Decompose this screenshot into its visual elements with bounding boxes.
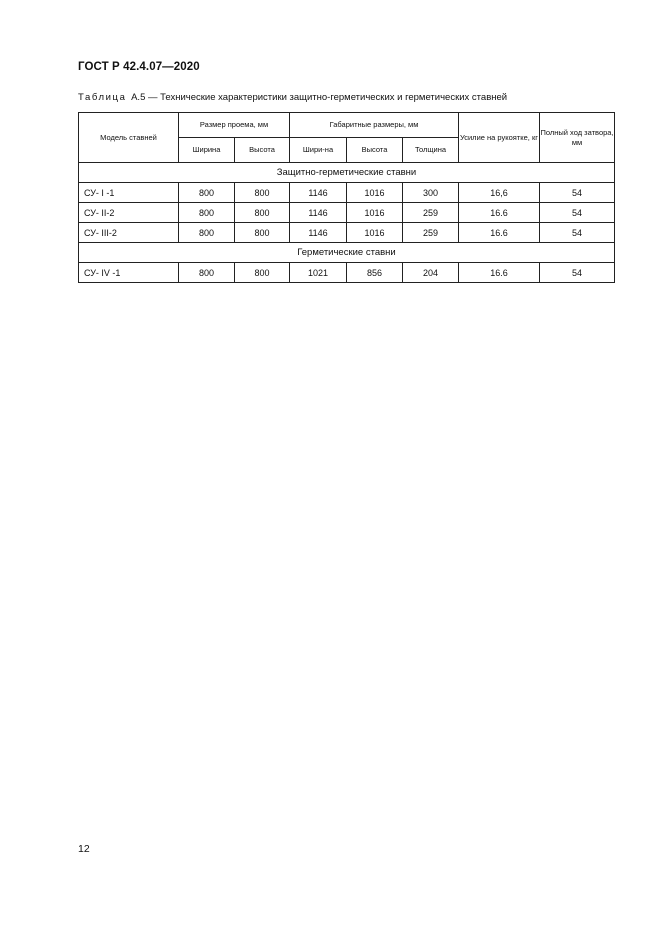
caption-number: А.5 [131,92,146,103]
cell-overall-thickness: 204 [403,263,459,283]
cell-overall-width: 1146 [290,203,347,223]
cell-opening-height: 800 [235,183,290,203]
header-overall-height: Высота [347,138,403,163]
cell-opening-width: 800 [179,263,235,283]
cell-opening-height: 800 [235,263,290,283]
cell-handle-force: 16,6 [459,183,540,203]
header-overall-dimensions: Габаритные размеры, мм [290,113,459,138]
cell-opening-width: 800 [179,183,235,203]
cell-overall-height: 856 [347,263,403,283]
cell-overall-height: 1016 [347,203,403,223]
header-overall-thickness: Толщина [403,138,459,163]
cell-handle-force: 16.6 [459,203,540,223]
cell-overall-thickness: 300 [403,183,459,203]
table-row [79,223,615,243]
header-full-stroke: Полный ход затвора, мм [540,113,615,163]
header-overall-width: Шири-на [290,138,347,163]
cell-overall-height: 1016 [347,183,403,203]
page-number: 12 [78,843,90,855]
cell-model: СУ- I -1 [79,183,179,203]
caption-text: — Технические характеристики защитно-герметических и герметических ставней [148,92,508,103]
cell-model: СУ- IV -1 [79,263,179,283]
table-row [79,183,615,203]
table-row [79,263,615,283]
cell-model: СУ- III-2 [79,223,179,243]
cell-overall-width: 1146 [290,183,347,203]
header-model: Модель ставней [79,113,179,163]
cell-overall-thickness: 259 [403,203,459,223]
table-caption [78,92,507,103]
cell-full-stroke: 54 [540,203,615,223]
cell-opening-width: 800 [179,223,235,243]
cell-handle-force: 16.6 [459,223,540,243]
group-title: Защитно-герметические ставни [79,163,615,183]
header-opening-size: Размер проема, мм [179,113,290,138]
cell-opening-height: 800 [235,223,290,243]
group-title: Герметические ставни [79,243,615,263]
cell-full-stroke: 54 [540,263,615,283]
cell-opening-width: 800 [179,203,235,223]
cell-handle-force: 16.6 [459,263,540,283]
table-row [79,203,615,223]
document-header: ГОСТ Р 42.4.07—2020 [78,61,200,73]
cell-overall-height: 1016 [347,223,403,243]
header-opening-width: Ширина [179,138,235,163]
caption-label: Таблица [78,92,127,103]
cell-model: СУ- II-2 [79,203,179,223]
header-opening-height: Высота [235,138,290,163]
cell-full-stroke: 54 [540,183,615,203]
cell-overall-width: 1146 [290,223,347,243]
cell-overall-width: 1021 [290,263,347,283]
cell-overall-thickness: 259 [403,223,459,243]
header-handle-force: Усилие на рукоятке, кг [459,113,540,163]
cell-full-stroke: 54 [540,223,615,243]
cell-opening-height: 800 [235,203,290,223]
spec-table [78,112,615,283]
